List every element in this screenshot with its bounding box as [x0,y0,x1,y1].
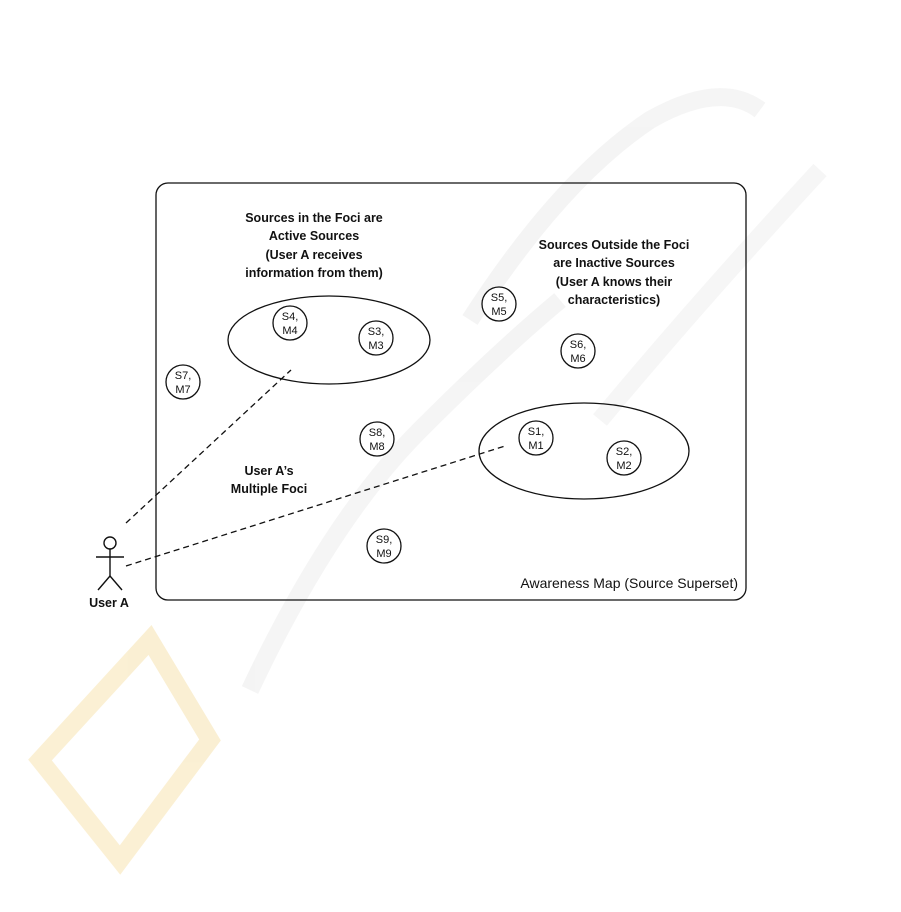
source-label: M6 [570,353,586,365]
active-note-line: Sources in the Foci are [245,211,383,225]
actor-head [104,537,116,549]
foci-note-line: User A’s [244,464,294,478]
active-note-line: Active Sources [268,229,360,243]
active-note-line: (User A receives [265,248,363,262]
source-label: S6, [569,339,587,351]
source-label: M8 [369,441,385,453]
inactive-note-line: Sources Outside the Foci [538,238,690,252]
actor-leg [98,576,110,590]
source-label: M2 [616,460,632,472]
source-label: M1 [528,440,544,452]
user-label: User A [89,596,129,610]
source-node [561,334,595,368]
source-label: S8, [368,427,386,439]
inactive-sources-note [539,238,690,307]
watermark [40,97,820,860]
dashed-link-to-right-focus [126,446,505,566]
focus-ellipse-right [479,403,689,499]
inactive-note-line: characteristics) [567,293,661,307]
source-node [273,306,307,340]
source-label: S5, [490,292,508,304]
source-label: S1, [527,426,545,438]
inactive-note-line: (User A knows their [555,275,673,289]
source-node [360,422,394,456]
source-node [482,287,516,321]
active-note-line: information from them) [245,266,383,280]
source-label: M3 [368,340,384,352]
inactive-note-line: are Inactive Sources [553,256,675,270]
dashed-link-to-left-focus [126,370,294,523]
source-label: S9, [375,534,393,546]
source-label: S2, [615,446,633,458]
source-node [367,529,401,563]
multiple-foci-note [231,464,307,496]
awareness-map-label: Awareness Map (Source Superset) [520,575,738,591]
actor-leg [110,576,122,590]
active-sources-note [245,211,383,280]
watermark-shape [40,640,210,860]
source-node [607,441,641,475]
source-label: S7, [174,370,192,382]
foci-note-line: Multiple Foci [230,482,308,496]
source-label: M5 [491,306,507,318]
source-label: M9 [376,548,392,560]
focus-ellipse-left [228,296,430,384]
source-node [166,365,200,399]
source-label: M4 [282,325,298,337]
source-label: M7 [175,384,191,396]
source-node [359,321,393,355]
source-node [519,421,553,455]
source-label: S4, [281,311,299,323]
source-label: S3, [367,326,385,338]
user-actor-icon [96,537,124,590]
